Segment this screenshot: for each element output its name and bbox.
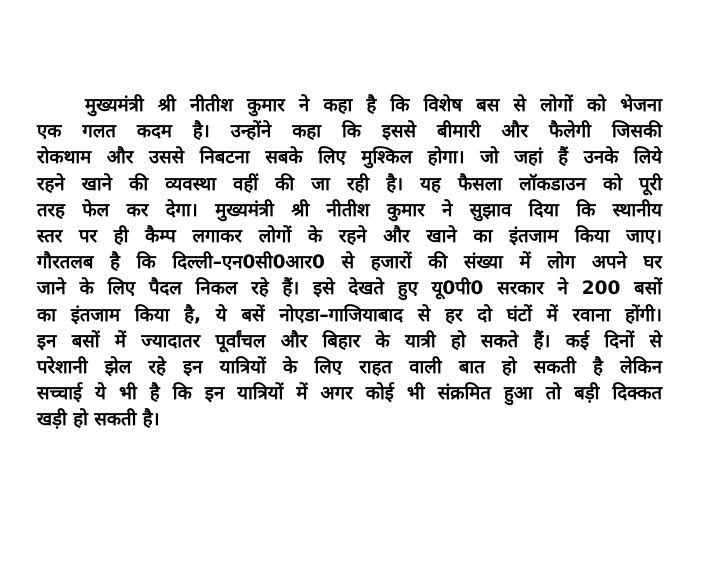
- paragraph-line: इन बसों में ज्यादातर पूर्वांचल और बिहार के यात्री हो सकते हैं। कई दिनों से: [37, 330, 662, 352]
- paragraph-line: परेशानी झेल रहे इन यात्रियों के लिए राहत वाली बात हो सकती है लेकिन: [37, 356, 662, 378]
- paragraph-line: गौरतलब है कि दिल्ली–एन0सी0आर0 से हजारों की संख्या में लोग अपने घर: [37, 252, 662, 274]
- paragraph-line: रोकथाम और उससे निबटना सबके लिए मुश्किल होगा। जो जहां हैं उनके लिये: [37, 147, 662, 169]
- paragraph-line: का इंतजाम किया है, ये बसें नोएडा–गाजियाबाद से हर दो घंटों में रवाना होंगी।: [37, 304, 662, 326]
- paragraph-line: मुख्यमंत्री श्री नीतीश कुमार ने कहा है कि विशेष बस से लोगों को भेजना: [85, 95, 662, 116]
- paragraph-line: तरह फेल कर देगा। मुख्यमंत्री श्री नीतीश कुमार ने सुझाव दिया कि स्थानीय: [37, 199, 662, 221]
- paragraph: [37, 93, 662, 433]
- paragraph-line: सच्चाई ये भी है कि इन यात्रियों में अगर कोई भी संक्रमित हुआ तो बड़ी दिक्कत: [37, 383, 662, 405]
- paragraph-line: एक गलत कदम है। उन्होंने कहा कि इससे बीमारी और फैलेगी जिसकी: [37, 121, 662, 143]
- paragraph-line: जाने के लिए पैदल निकल रहे हैं। इसे देखते हुए यू0पी0 सरकार ने 200 बसों: [37, 278, 662, 300]
- paragraph-line: रहने खाने की व्यवस्था वहीं की जा रही है। यह फैसला लॉकडाउन को पूरी: [37, 173, 662, 195]
- paragraph-line: खड़ी हो सकती है।: [37, 409, 160, 431]
- paragraph-line: स्तर पर ही कैम्प लगाकर लोगों के रहने और खाने का इंतजाम किया जाए।: [37, 225, 662, 247]
